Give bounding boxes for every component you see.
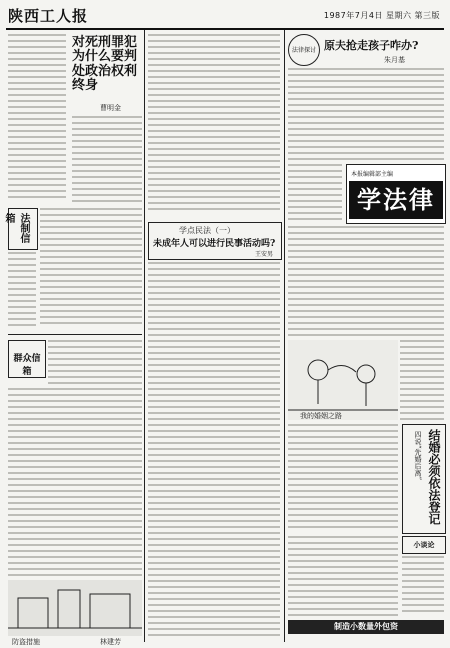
banner-box [346, 164, 446, 224]
left-headline: 对死刑罪犯为什么要判处政治权利终身 [72, 35, 138, 93]
section-rule [8, 334, 142, 335]
left-byline: 曹明金 [100, 104, 121, 112]
illustration-image [8, 580, 142, 636]
column-logo-label: 法律探讨 [292, 47, 317, 54]
article-header-box [148, 222, 282, 260]
newspaper-logo: 陕西工人报 [8, 7, 89, 25]
banner-title: 学法律 [349, 181, 443, 219]
body-text-block [400, 340, 444, 420]
body-text-block [148, 262, 280, 636]
column-divider [144, 30, 145, 642]
section-badge [3, 208, 38, 250]
vertical-headline-box [402, 424, 446, 534]
section-badge-label: 小谈论 [413, 541, 435, 549]
body-text-block [288, 68, 444, 160]
column-logo [288, 34, 320, 66]
body-text-block [148, 34, 280, 214]
footer-bar: 制造小数量外包资 [288, 620, 444, 634]
mid-headline: 未成年人可以进行民事活动吗? [153, 239, 276, 249]
body-text-block [288, 424, 398, 532]
body-text-block [8, 252, 36, 328]
body-text-block [288, 164, 342, 222]
issue-date: 1987年7月4日 星期六 第三版 [323, 11, 440, 20]
illustration-caption: 防盗措施 [12, 638, 40, 646]
body-text-block [288, 536, 398, 616]
illustration-credit: 林建芳 [100, 638, 121, 646]
section-badge [402, 536, 446, 554]
section-badge-label: 法制信箱 [3, 213, 29, 243]
banner-sub: 本报编辑部主编 [351, 171, 394, 178]
body-text-block [288, 226, 444, 336]
series-label: 学点民法（一） [179, 226, 235, 235]
vertical-subheadline: 四说“先婚后离” [414, 431, 422, 481]
section-badge [8, 340, 46, 378]
cartoon-image [288, 340, 398, 420]
column-divider [284, 30, 285, 642]
body-text-block [48, 340, 142, 384]
section-badge-label: 群众信箱 [13, 354, 41, 377]
mid-byline: 王安男 [254, 251, 273, 258]
right-headline: 原夫抢走孩子咋办? [324, 39, 419, 52]
body-text-block [8, 388, 142, 576]
cartoon-caption: 我的婚姻之路 [300, 412, 342, 420]
body-text-block [40, 208, 142, 328]
masthead [6, 4, 444, 30]
right-byline: 朱月基 [384, 56, 405, 64]
body-text-block [8, 34, 66, 202]
vertical-headline: 结婚必须依法登记 [427, 429, 441, 525]
body-text-block [402, 556, 444, 616]
body-text-block [72, 116, 142, 202]
